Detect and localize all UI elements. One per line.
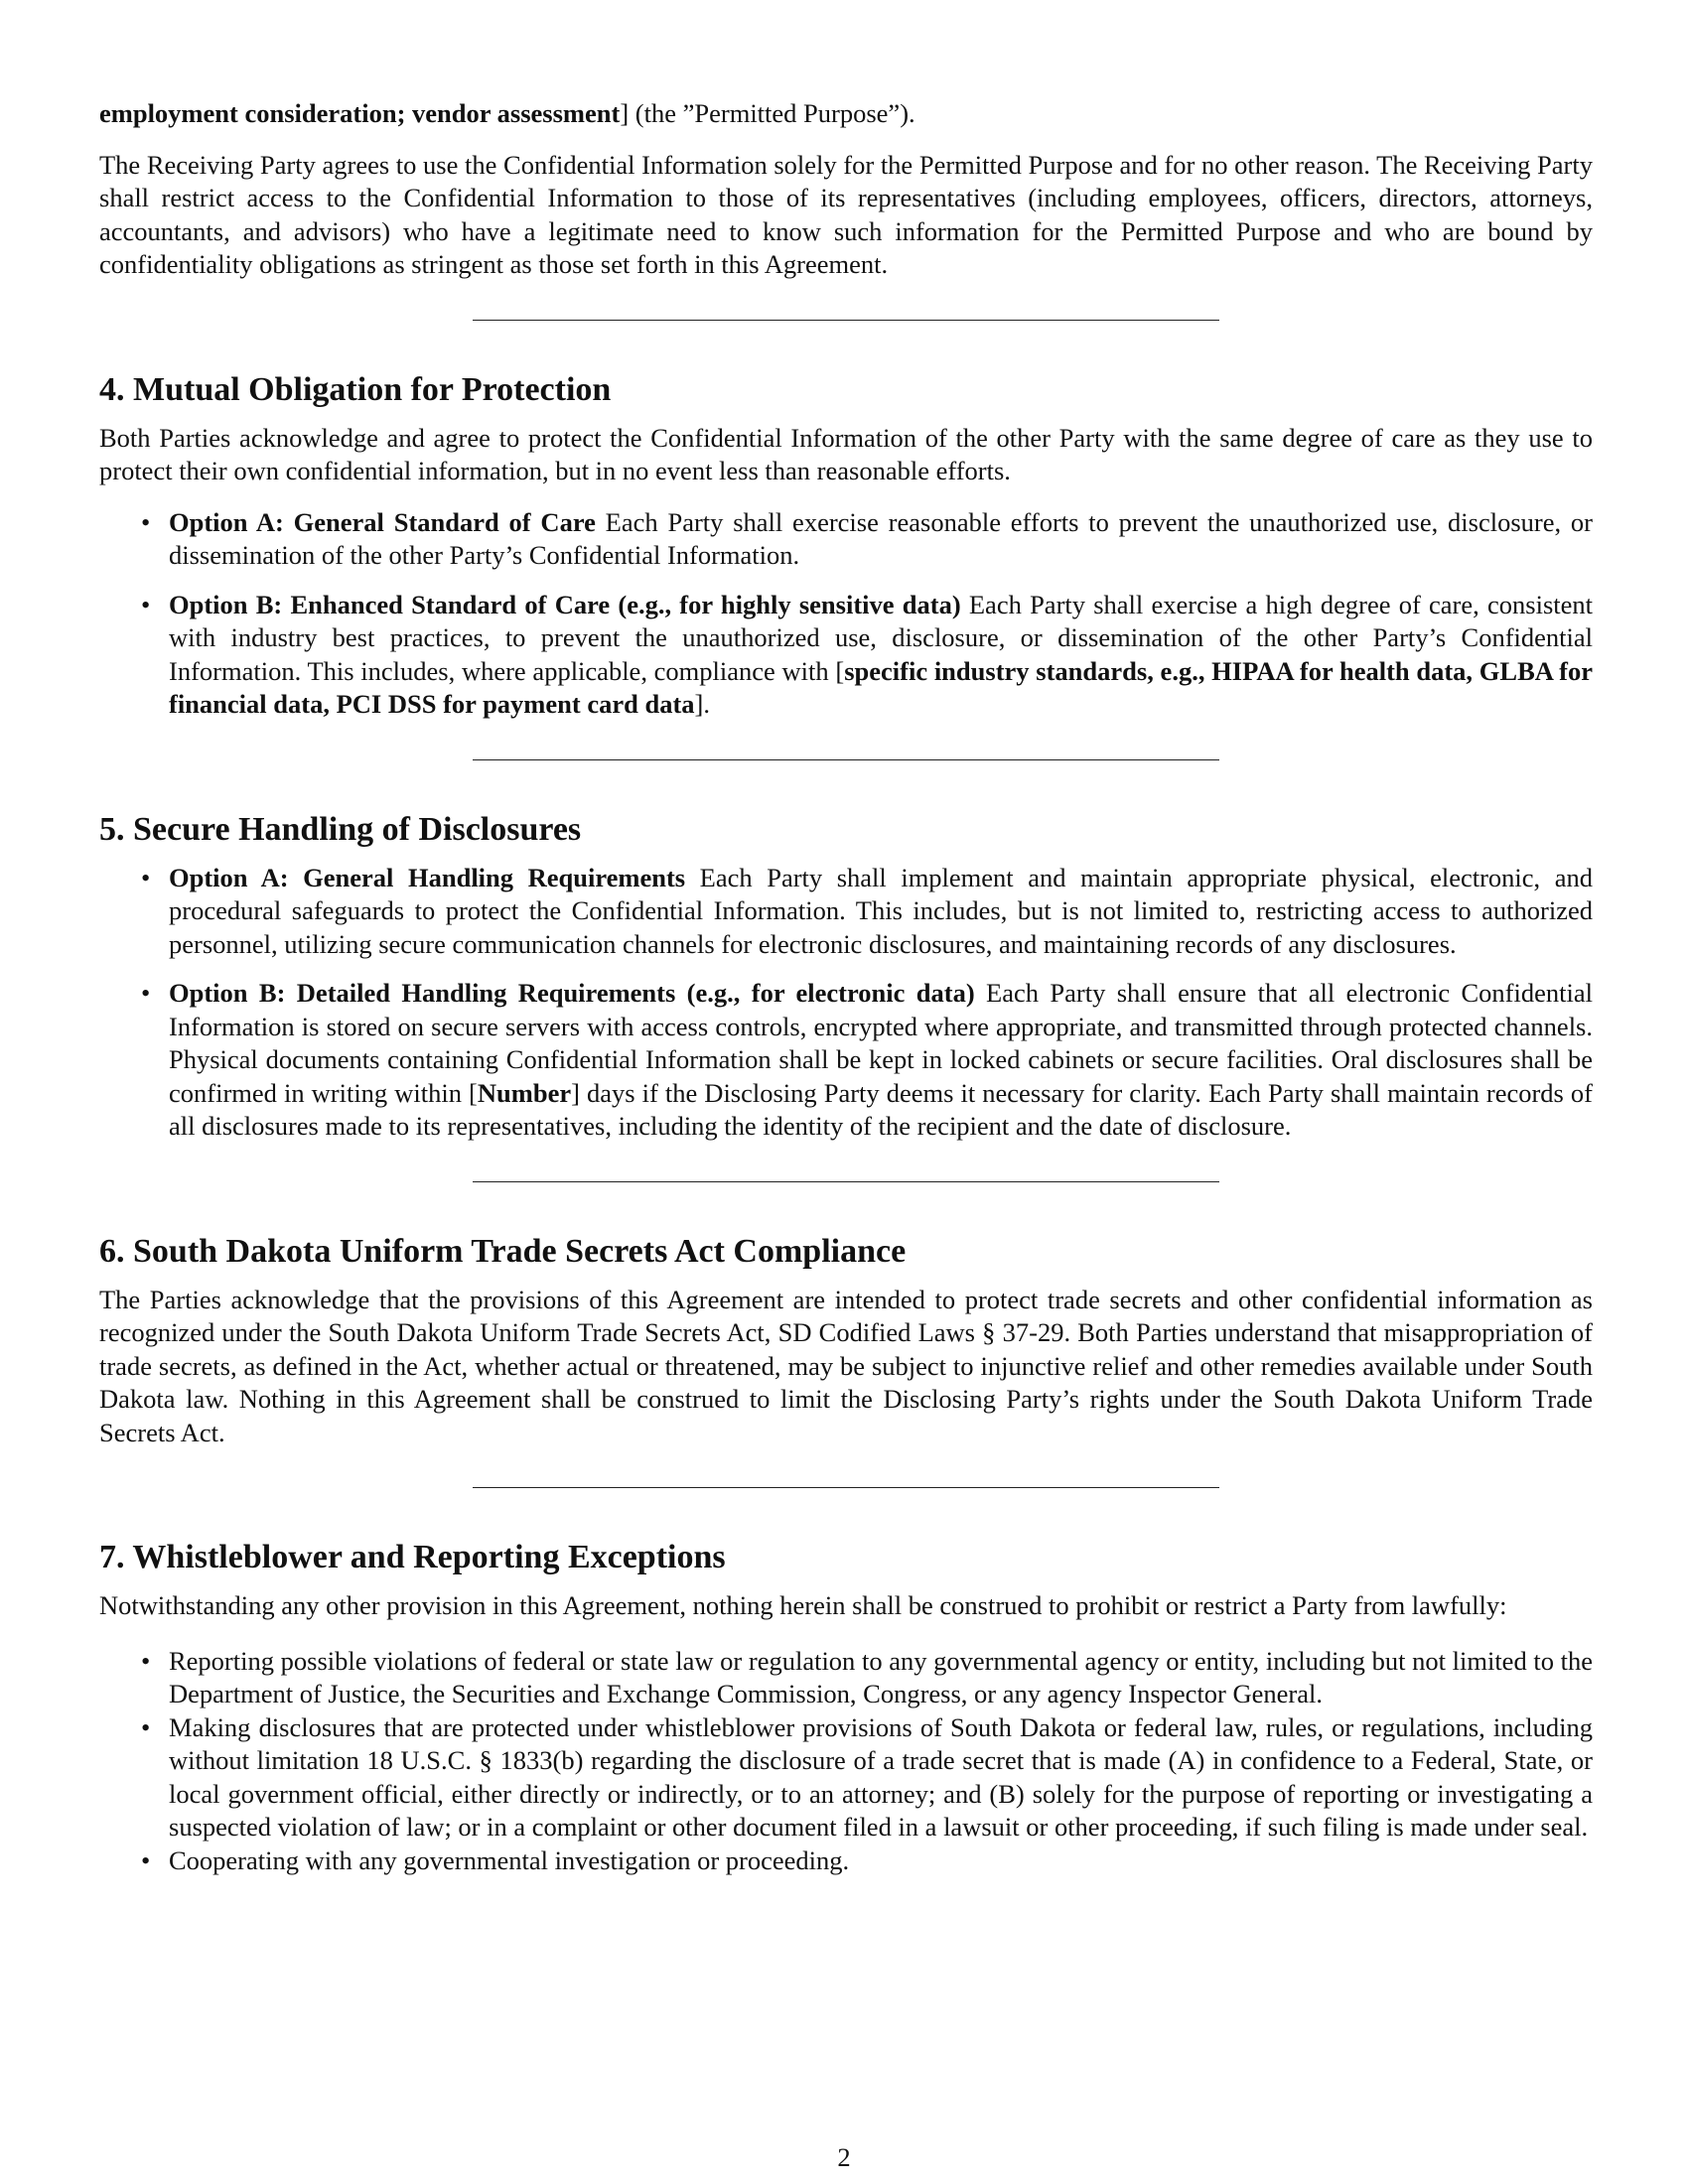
- section-5-option-b: [99, 977, 1593, 1144]
- section-5-options: [99, 862, 1593, 1144]
- permitted-purpose-suffix: ] (the ”Permitted Purpose”).: [620, 98, 915, 128]
- list-item-text: Cooperating with any governmental investigation or proceeding.: [169, 1844, 850, 1875]
- bullet-icon: •: [141, 1844, 151, 1875]
- section-divider: [473, 759, 1219, 760]
- option-text: Each Party shall ensure that all electronic Confidential Information is stored on secure servers with access controls, encrypted where appropriate, and transmitted through protected channels. Physical documents containing Confidential Information shall be kept in locked cabinets or secure facilities. Oral disclosures shall be confirmed in writing within [: [169, 978, 1593, 1108]
- section-divider: [473, 1181, 1219, 1182]
- bullet-icon: •: [141, 506, 151, 537]
- list-item: [99, 1711, 1593, 1844]
- number-placeholder: Number: [477, 1077, 572, 1108]
- section-7-exceptions: [99, 1645, 1593, 1878]
- option-text-end: ] days if the Disclosing Party deems it necessary for clarity. Each Party shall maintain records of all disclosures made to its representatives, including the identity of the recipient and the date of disclosure.: [169, 1077, 1593, 1141]
- option-text-end: ].: [694, 689, 710, 719]
- permitted-purpose-placeholder: employment consideration; vendor assessment: [99, 98, 621, 128]
- bullet-icon: •: [141, 589, 151, 619]
- list-item: [99, 1844, 1593, 1878]
- option-label: Option B: Enhanced Standard of Care (e.g., for highly sensitive data): [169, 589, 961, 619]
- section-4-heading: 4. Mutual Obligation for Protection: [99, 370, 612, 408]
- bullet-icon: •: [141, 1711, 151, 1742]
- bullet-icon: •: [141, 978, 151, 1008]
- section-6-heading: 6. South Dakota Uniform Trade Secrets Act Compliance: [99, 1232, 907, 1270]
- option-label: Option A: General Standard of Care: [169, 506, 596, 537]
- list-item: [99, 1645, 1593, 1711]
- section-7-heading: 7. Whistleblower and Reporting Exceptions: [99, 1539, 726, 1575]
- list-item-text: Reporting possible violations of federal or state law or regulation to any governmental agency or entity, including but not limited to the Department of Justice, the Securities and Exchange Commission, Congress, or any agency Inspector General.: [169, 1645, 1593, 1708]
- section-4-options: [99, 506, 1593, 722]
- option-label: Option A: General Handling Requirements: [169, 862, 686, 892]
- bullet-icon: •: [141, 862, 151, 892]
- section-divider: [473, 1487, 1219, 1488]
- section-5-option-a: [99, 862, 1593, 962]
- option-text: Each Party shall exercise a high degree of care, consistent with industry best practices, to prevent the unauthorized use, disclosure, or dissemination of the other Party’s Confidential Information. This includes, where applicable, compliance with [: [169, 589, 1593, 686]
- section-4-option-a: [99, 506, 1593, 573]
- option-text: Each Party shall implement and maintain appropriate physical, electronic, and procedural safeguards to protect the Confidential Information. This includes, but is not limited to, restricting access to authorized personnel, utilizing secure communication channels for electronic disclosures, and maintaining records of any disclosures.: [169, 862, 1594, 959]
- section-7-paragraph: Notwithstanding any other provision in this Agreement, nothing herein shall be construed to prohibit or restrict a Party from lawfully:: [99, 1590, 1507, 1620]
- permitted-purpose-paragraph: [99, 97, 1593, 131]
- use-restriction-paragraph: The Receiving Party agrees to use the Confidential Information solely for the Permitted Purpose and for no other reason. The Receiving Party shall restrict access to the Confidential Information to those of its representatives (including employees, officers, directors, attorneys, accountants, and advisors) who have a legitimate need to know such information for the Permitted Purpose and who are bound by confidentiality obligations as stringent as those set forth in this Agreement.: [99, 149, 1593, 279]
- section-6-paragraph: The Parties acknowledge that the provisions of this Agreement are intended to protect trade secrets and other confidential information as recognized under the South Dakota Uniform Trade Secrets Act, SD Codified Laws § 37-29. Both Parties understand that misappropriation of trade secrets, as defined in the Act, whether actual or threatened, may be subject to injunctive relief and other remedies available under South Dakota law. Nothing in this Agreement shall be construed to limit the Disclosing Party’s rights under the South Dakota Uniform Trade Secrets Act.: [99, 1284, 1593, 1447]
- option-text: Each Party shall exercise reasonable efforts to prevent the unauthorized use, disclosure, or dissemination of the other Party’s Confidential Information.: [169, 506, 1594, 570]
- section-4-option-b: [99, 589, 1593, 722]
- industry-standards-placeholder: specific industry standards, e.g., HIPAA for health data, GLBA for financial data, PCI DSS for payment card data: [169, 655, 1593, 719]
- page-number: 2: [837, 2142, 851, 2172]
- list-item-text: Making disclosures that are protected under whistleblower provisions of South Dakota or federal law, rules, or regulations, including without limitation 18 U.S.C. § 1833(b) regarding the disclosure of a trade secret that is made (A) in confidence to a Federal, State, or local government official, either directly or indirectly, or to an attorney; and (B) solely for the purpose of reporting or investigating a suspected violation of law; or in a complaint or other document filed in a lawsuit or other proceeding, if such filing is made under seal.: [169, 1711, 1593, 1842]
- section-divider: [473, 320, 1219, 321]
- option-label: Option B: Detailed Handling Requirements (e.g., for electronic data): [169, 978, 975, 1008]
- section-4-paragraph: Both Parties acknowledge and agree to protect the Confidential Information of the other Party with the same degree of care as they use to protect their own confidential information, but in no event less than reasonable efforts.: [99, 422, 1593, 485]
- bullet-icon: •: [141, 1645, 151, 1676]
- document-page: [99, 97, 1593, 1889]
- section-5-heading: 5. Secure Handling of Disclosures: [99, 810, 582, 848]
